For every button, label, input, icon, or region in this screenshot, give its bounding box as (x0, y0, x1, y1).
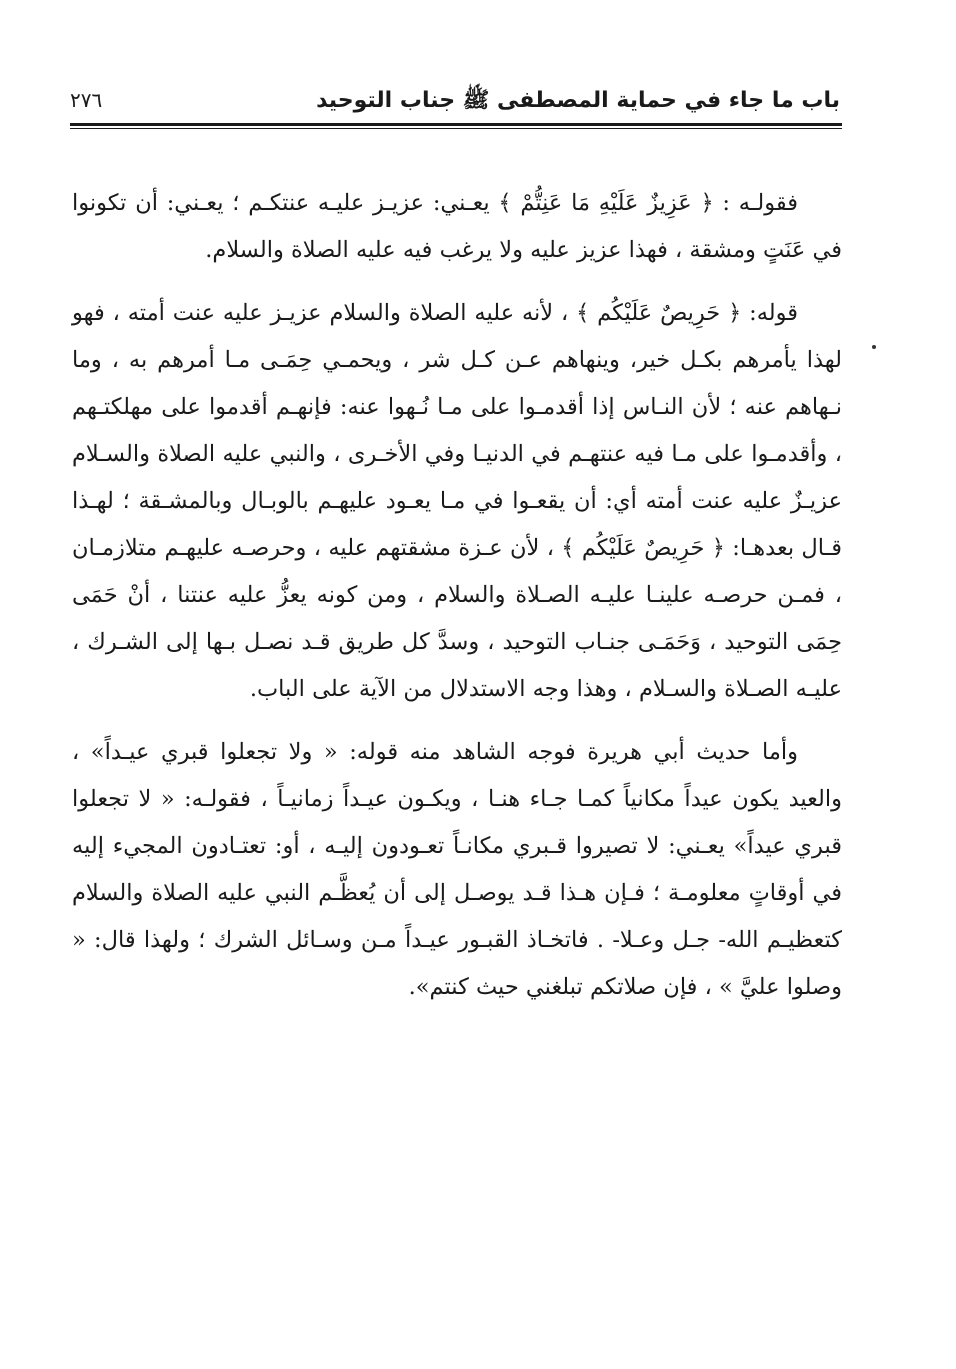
page-header (70, 84, 840, 124)
running-title: باب ما جاء في حماية المصطفى ﷺ جناب التوحيد (316, 88, 840, 113)
page-body (72, 180, 842, 1011)
margin-mark (872, 345, 876, 349)
page-number: ٢٧٦ (70, 88, 103, 112)
header-rule-thin (70, 128, 842, 129)
paragraph-3: وأما حديث أبي هريرة فوجه الشاهد منه قوله: « ولا تجعلوا قبري عيـداً» ، والعيد يكون عيداً مكانياً كمـا جـاء هنـا ، ويكـون عيـداً زمانيـاً ، فقولـه: « لا تجعلوا قبري عيداً» يعـني: لا تصيروا قـبري مكانـاً تعـودون إليـه ، أو: تعتـادون المجيء إليه في أوقاتٍ معلومـة ؛ فـإن هـذا قـد يوصـل إلى أن يُعظَّـم النبي عليه الصلاة والسلام كتعظيـم الله- جـل وعـلا- . فاتخـاذ القبـور عيـداً مـن وسـائل الشرك ؛ ولهذا قال: « وصلوا عليَّ » ، فإن صلاتكم تبلغني حيث كنتم». (72, 739, 842, 1000)
header-rule (70, 123, 842, 126)
paragraph-1: فقولـه : ﴿ عَزِيزٌ عَلَيْهِ مَا عَنِتُّمْ ﴾ يعـني: عزيـز عليـه عنتكـم ؛ يعـني: أن تكونوا في عَنَتٍ ومشقة ، فهذا عزيز عليه ولا يرغب فيه عليه الصلاة والسلام. (72, 190, 842, 263)
paragraph-2: قوله: ﴿ حَرِيصٌ عَلَيْكُم ﴾ ، لأنه عليه الصلاة والسلام عزيـز عليه عنت أمته ، فهو لهذا يأمرهم بكـل خير، وينهاهم عـن كـل شر ، ويحمـي حِمَـى مـا أمرهم به ، وما نـهاهم عنه ؛ لأن النـاس إذا أقدمـوا على مـا نُـهوا عنه: فإنهـم أقدموا على مهلكتـهم ، وأقدمـوا على مـا فيه عنتهـم في الدنيـا وفي الأخـرى ، والنبي عليه الصلاة والسـلام عزيـزٌ عليه عنت أمته أي: أن يقعـوا في مـا يعـود عليهـم بالوبـال وبالمشـقة ؛ لهـذا قـال بعدهـا: ﴿ حَرِيصٌ عَلَيْكُم ﴾ ، لأن عـزة مشقتهم عليه ، وحرصـه عليهـم متلازمـان ، فمـن حرصـه علينـا عليـه الصـلاة والسلام ، ومن كونه يعزُّ عليه عنتنا ، أنْ حَمَى حِمَى التوحيد ، وَحَمَـى جنـاب التوحيد ، وسدَّ كل طريق قـد نصـل بـها إلى الشـرك ، عليـه الصـلاة والسـلام ، وهذا وجه الاستدلال من الآية على الباب. (72, 300, 842, 702)
